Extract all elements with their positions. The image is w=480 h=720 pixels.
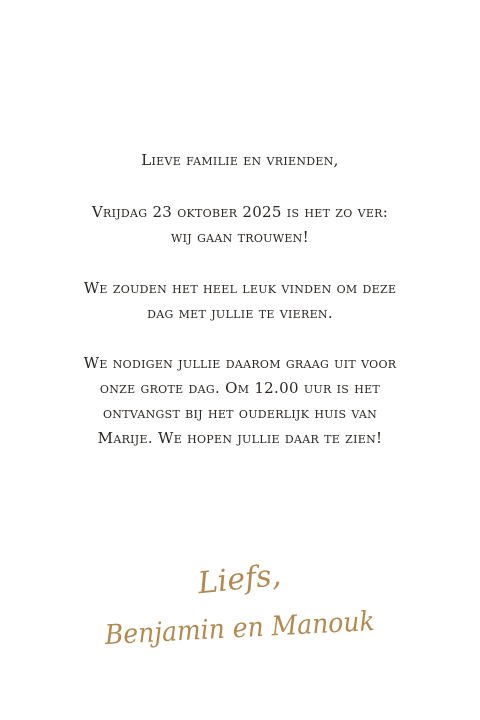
paragraph-date-line-1: Vrijdag 23 oktober 2025 is het zo ver: [91, 203, 389, 221]
paragraph-details-line-1: We nodigen jullie daarom graag uit voor [83, 354, 397, 372]
paragraph-details [60, 351, 420, 451]
signature-names: Benjamin en Manouk [104, 604, 397, 652]
paragraph-date [60, 200, 420, 250]
paragraph-details-line-2: onze grote dag. Om 12.00 uur is het [99, 379, 381, 397]
paragraph-date-line-2: wij gaan trouwen! [171, 228, 309, 246]
greeting-line: Lieve familie en vrienden, [141, 151, 339, 169]
paragraph-celebrate-line-2: dag met jullie te vieren. [147, 304, 333, 322]
paragraph-details-line-4: Marije. We hopen jullie daar te zien! [97, 429, 383, 447]
paragraph-celebrate-line-1: We zouden het heel leuk vinden om deze [83, 279, 397, 297]
signature-svg [0, 555, 480, 665]
greeting [60, 148, 420, 173]
signature-closing: Liefs, [196, 557, 283, 602]
paragraph-details-line-3: ontvangst bij het ouderlijk huis van [102, 404, 378, 422]
paragraph-celebrate [60, 276, 420, 326]
signature [0, 555, 480, 665]
